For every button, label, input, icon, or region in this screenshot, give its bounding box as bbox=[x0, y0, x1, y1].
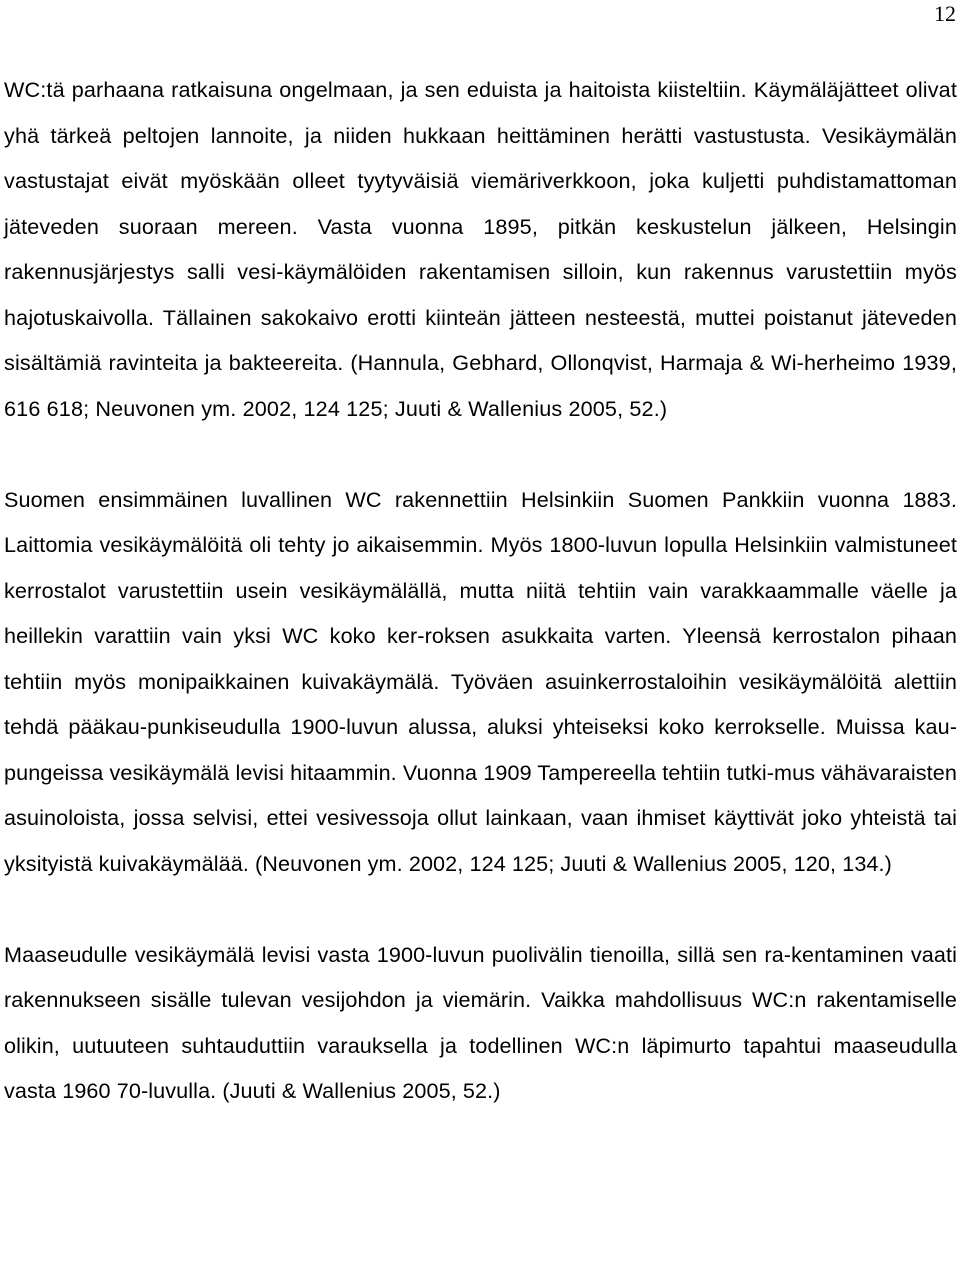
paragraph-wc-debate: WC:tä parhaana ratkaisuna ongelmaan, ja sen eduista ja haitoista kiisteltiin. Käymäläjätteet olivat yhä tärkeä peltojen lannoite, ja niiden hukkaan heittäminen herätti vastustusta. Vesikäymälän vastustajat eivät myöskään olleet tyytyväisiä viemäriverkkoon, joka kuljetti puhdistamattoman jäteveden suoraan mereen. Vasta vuonna 1895, pitkän keskustelun jälkeen, Helsingin rakennusjärjestys salli vesi-käymälöiden rakentamisen silloin, kun rakennus varustettiin myös hajotuskaivolla. Tällainen sakokaivo erotti kiinteän jätteen nesteestä, muttei poistanut jäteveden sisältämiä ravinteita ja bakteereita. (Hannula, Gebhard, Ollonqvist, Harmaja & Wi-herheimo 1939, 616 618; Neuvonen ym. 2002, 124 125; Juuti & Wallenius 2005, 52.) bbox=[4, 77, 957, 421]
paragraph-first-wc-helsinki: Suomen ensimmäinen luvallinen WC rakennettiin Helsinkiin Suomen Pankkiin vuonna 1883. Laittomia vesikäymälöitä oli tehty jo aikaisemmin. Myös 1800-luvun lopulla Helsinkiin valmistuneet kerrostalot varustettiin usein vesikäymälällä, mutta niitä tehtiin vain varakkaammalle väelle ja heillekin varattiin vain yksi WC koko ker-roksen asukkaita varten. Yleensä kerrostalon pihaan tehtiin myös monipaikkainen kuivakäymälä. Työväen asuinkerrostaloihin vesikäymälöitä alettiin tehdä pääkau-punkiseudulla 1900-luvun alussa, aluksi yhteiseksi koko kerrokselle. Muissa kau-pungeissa vesikäymälä levisi hitaammin. Vuonna 1909 Tampereella tehtiin tutki-mus vähävaraisten asuinoloista, jossa selvisi, ettei vesivessoja ollut lainkaan, vaan ihmiset käyttivät joko yhteistä tai yksityistä kuivakäymälää. (Neuvonen ym. 2002, 124 125; Juuti & Wallenius 2005, 120, 134.) bbox=[4, 486, 957, 876]
document-body bbox=[4, 67, 957, 1114]
page-number: 12 bbox=[934, 1, 956, 26]
paragraph-countryside-wc: Maaseudulle vesikäymälä levisi vasta 1900-luvun puolivälin tienoilla, sillä sen ra-kentaminen vaati rakennukseen sisälle tulevan vesijohdon ja viemärin. Vaikka mahdollisuus WC:n rakentamiselle olikin, uutuuteen suhtauduttiin varauksella ja todellinen WC:n läpimurto tapahtui maaseudulla vasta 1960 70-luvulla. (Juuti & Wallenius 2005, 52.) bbox=[4, 941, 957, 1103]
